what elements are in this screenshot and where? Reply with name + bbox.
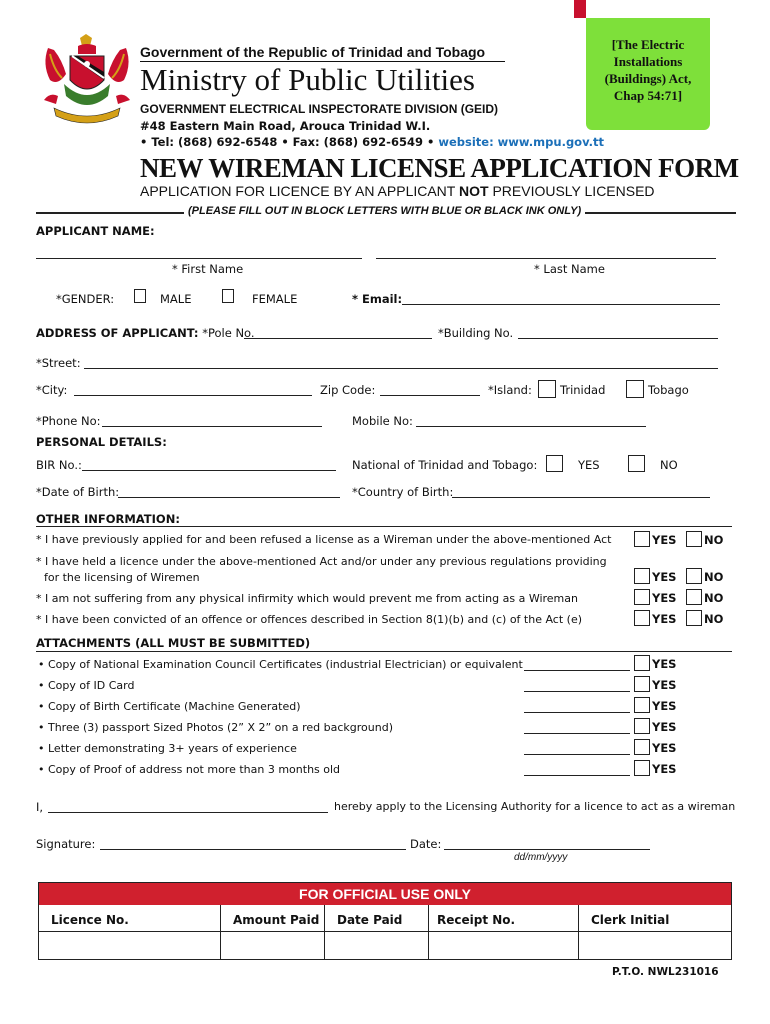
zip-field[interactable] bbox=[380, 395, 480, 396]
date-format-hint: dd/mm/yyyy bbox=[514, 852, 568, 863]
dob-field[interactable] bbox=[118, 497, 340, 498]
phone-field[interactable] bbox=[102, 426, 322, 427]
pole-label: *Pole No. bbox=[198, 326, 255, 340]
trinidad-label: Trinidad bbox=[560, 383, 606, 397]
applicant-name-heading: APPLICANT NAME: bbox=[36, 224, 155, 238]
city-field[interactable] bbox=[74, 395, 312, 396]
attachment-item: • Copy of Birth Certificate (Machine Generated) bbox=[38, 700, 301, 713]
attachment-yes-label: YES bbox=[652, 720, 677, 734]
q4-no-checkbox[interactable] bbox=[686, 610, 702, 626]
attachment-field[interactable] bbox=[524, 733, 630, 734]
attachment-item: • Copy of ID Card bbox=[38, 679, 135, 692]
attachment-yes-checkbox[interactable] bbox=[634, 739, 650, 755]
last-name-field[interactable] bbox=[376, 258, 716, 259]
last-name-label: * Last Name bbox=[534, 262, 605, 276]
website-link[interactable]: website: www.mpu.gov.tt bbox=[438, 135, 604, 149]
date-label: Date: bbox=[410, 837, 442, 851]
coat-of-arms-icon bbox=[40, 34, 135, 126]
city-label: *City: bbox=[36, 383, 68, 397]
attachment-field[interactable] bbox=[524, 670, 630, 671]
attachment-yes-label: YES bbox=[652, 762, 677, 776]
address-heading: ADDRESS OF APPLICANT: bbox=[36, 326, 199, 340]
col-licence-no: Licence No. bbox=[51, 913, 129, 927]
q1-yes-checkbox[interactable] bbox=[634, 531, 650, 547]
declaration-text: hereby apply to the Licensing Authority for a licence to act as a wireman bbox=[334, 800, 736, 813]
gender-label: *GENDER: bbox=[56, 292, 115, 306]
national-no-checkbox[interactable] bbox=[628, 455, 645, 472]
national-yes-label: YES bbox=[578, 458, 600, 472]
national-no-label: NO bbox=[660, 458, 678, 472]
first-name-label: * First Name bbox=[172, 262, 244, 276]
attachment-yes-checkbox[interactable] bbox=[634, 760, 650, 776]
division-name: GOVERNMENT ELECTRICAL INSPECTORATE DIVISION (GEID) bbox=[140, 102, 499, 116]
first-name-field[interactable] bbox=[36, 258, 362, 259]
corner-tab bbox=[574, 0, 586, 18]
question-refused: * I have previously applied for and been refused a license as a Wireman under the above-mentioned Act bbox=[36, 533, 612, 546]
instruction-text: (PLEASE FILL OUT IN BLOCK LETTERS WITH BLUE OR BLACK INK ONLY) bbox=[184, 205, 585, 217]
q3-no-checkbox[interactable] bbox=[686, 589, 702, 605]
q2-no-label: NO bbox=[704, 570, 724, 584]
declaration-name-field[interactable] bbox=[48, 812, 328, 813]
attachment-field[interactable] bbox=[524, 691, 630, 692]
form-title: NEW WIREMAN LICENSE APPLICATION FORM bbox=[140, 153, 739, 183]
attachment-yes-checkbox[interactable] bbox=[634, 718, 650, 734]
attachment-yes-label: YES bbox=[652, 741, 677, 755]
q4-yes-label: YES bbox=[652, 612, 677, 626]
attachment-yes-checkbox[interactable] bbox=[634, 697, 650, 713]
question-held-licence-cont: for the licensing of Wiremen bbox=[44, 571, 200, 584]
phone-fax: • Tel: (868) 692-6548 • Fax: (868) 692-6549 • bbox=[140, 135, 435, 149]
q3-no-label: NO bbox=[704, 591, 724, 605]
dob-label: *Date of Birth: bbox=[36, 485, 120, 499]
col-amount-paid: Amount Paid bbox=[233, 913, 320, 927]
attachment-item: • Letter demonstrating 3+ years of experience bbox=[38, 742, 297, 755]
date-field[interactable] bbox=[444, 849, 650, 850]
tobago-checkbox[interactable] bbox=[626, 380, 644, 398]
col-receipt-no: Receipt No. bbox=[437, 913, 516, 927]
office-address: #48 Eastern Main Road, Arouca Trinidad W.I. bbox=[140, 119, 431, 133]
col-date-paid: Date Paid bbox=[337, 913, 403, 927]
female-label: FEMALE bbox=[252, 292, 298, 306]
attachment-item: • Copy of National Examination Council Certificates (industrial Electrician) or equivalent bbox=[38, 658, 523, 671]
attachment-item: • Three (3) passport Sized Photos (2” X 2” on a red background) bbox=[38, 721, 393, 734]
q2-no-checkbox[interactable] bbox=[686, 568, 702, 584]
footer-code: P.T.O. NWL231016 bbox=[612, 966, 719, 978]
q3-yes-checkbox[interactable] bbox=[634, 589, 650, 605]
attachment-field[interactable] bbox=[524, 712, 630, 713]
tobago-label: Tobago bbox=[648, 383, 689, 397]
attachments-heading: ATTACHMENTS (ALL MUST BE SUBMITTED) bbox=[36, 636, 311, 650]
national-label: National of Trinidad and Tobago: bbox=[352, 458, 538, 472]
trinidad-checkbox[interactable] bbox=[538, 380, 556, 398]
bir-field[interactable] bbox=[82, 470, 336, 471]
q4-yes-checkbox[interactable] bbox=[634, 610, 650, 626]
country-label: *Country of Birth: bbox=[352, 485, 454, 499]
contact-line bbox=[140, 135, 604, 149]
q4-no-label: NO bbox=[704, 612, 724, 626]
q3-yes-label: YES bbox=[652, 591, 677, 605]
male-label: MALE bbox=[160, 292, 192, 306]
phone-label: *Phone No: bbox=[36, 414, 101, 428]
personal-heading: PERSONAL DETAILS: bbox=[36, 435, 167, 449]
q2-yes-label: YES bbox=[652, 570, 677, 584]
national-yes-checkbox[interactable] bbox=[546, 455, 563, 472]
attachment-field[interactable] bbox=[524, 754, 630, 755]
official-use-table bbox=[38, 882, 732, 960]
bir-label: BIR No.: bbox=[36, 458, 82, 472]
q1-no-checkbox[interactable] bbox=[686, 531, 702, 547]
attachment-yes-checkbox[interactable] bbox=[634, 655, 650, 671]
email-field[interactable] bbox=[402, 304, 720, 305]
question-held-licence: * I have held a licence under the above-mentioned Act and/or under any previous regulations providing bbox=[36, 555, 607, 568]
building-field[interactable] bbox=[518, 338, 718, 339]
col-clerk-initial: Clerk Initial bbox=[591, 913, 670, 927]
q1-no-label: NO bbox=[704, 533, 724, 547]
q1-yes-label: YES bbox=[652, 533, 677, 547]
address-row bbox=[36, 326, 255, 340]
divider bbox=[36, 651, 732, 652]
email-label: * Email: bbox=[352, 292, 403, 306]
government-name: Government of the Republic of Trinidad and Tobago bbox=[140, 44, 486, 60]
island-label: *Island: bbox=[488, 383, 532, 397]
signature-label: Signature: bbox=[36, 837, 96, 851]
zip-label: Zip Code: bbox=[320, 383, 376, 397]
attachment-yes-checkbox[interactable] bbox=[634, 676, 650, 692]
question-convicted: * I have been convicted of an offence or offences described in Section 8(1)(b) and (c) of the Act (e) bbox=[36, 613, 583, 626]
other-heading: OTHER INFORMATION: bbox=[36, 512, 180, 526]
q2-yes-checkbox[interactable] bbox=[634, 568, 650, 584]
country-field[interactable] bbox=[452, 497, 710, 498]
act-note: [The Electric Installations (Buildings) Act, Chap 54:71] bbox=[586, 18, 710, 130]
mobile-label: Mobile No: bbox=[352, 414, 413, 428]
form-subtitle: APPLICATION FOR LICENCE BY AN APPLICANT NOT PREVIOUSLY LICENSED bbox=[140, 183, 655, 199]
attachment-yes-label: YES bbox=[652, 678, 677, 692]
divider bbox=[36, 526, 732, 527]
attachment-item: • Copy of Proof of address not more than 3 months old bbox=[38, 763, 341, 776]
pole-field[interactable] bbox=[244, 338, 432, 339]
question-infirmity: * I am not suffering from any physical infirmity which would prevent me from acting as a Wireman bbox=[36, 592, 578, 605]
attachment-yes-label: YES bbox=[652, 657, 677, 671]
male-checkbox[interactable] bbox=[134, 289, 146, 303]
instruction-bar bbox=[36, 205, 736, 219]
street-label: *Street: bbox=[36, 356, 81, 370]
declaration-i: I, bbox=[36, 800, 44, 814]
mobile-field[interactable] bbox=[416, 426, 646, 427]
signature-field[interactable] bbox=[100, 849, 406, 850]
building-label: *Building No. bbox=[438, 326, 514, 340]
street-field[interactable] bbox=[84, 368, 718, 369]
female-checkbox[interactable] bbox=[222, 289, 234, 303]
official-use-heading: FOR OFFICIAL USE ONLY bbox=[39, 883, 731, 905]
ministry-name: Ministry of Public Utilities bbox=[140, 62, 475, 97]
attachment-yes-label: YES bbox=[652, 699, 677, 713]
attachment-field[interactable] bbox=[524, 775, 630, 776]
